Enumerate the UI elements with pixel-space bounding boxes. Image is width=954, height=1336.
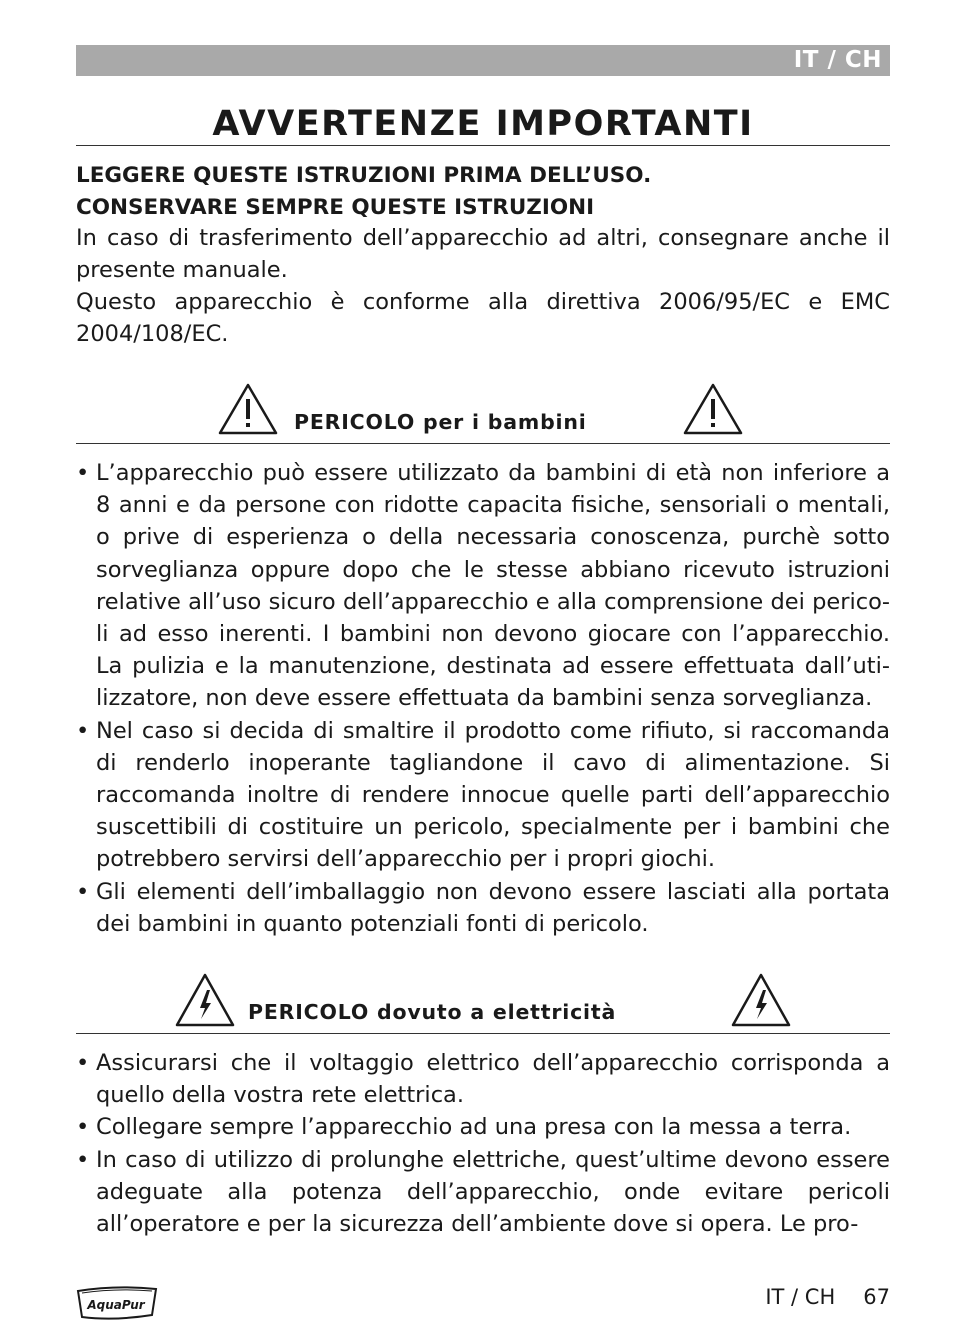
title-divider [76,145,890,146]
section-heading-children [76,380,890,442]
list-item: • Nel caso si decida di smaltire il prodotto come rifiuto, si raccomanda di renderlo inoperante tagliandone il cavo di alimentazione. Si raccomanda inoltre di rendere innocue quelle parti dell’apparecchio suscettibili di costituire un pericolo, specialmente per i bambini che potrebbero servirsi dell’apparecchio per i propri giochi. [76,715,890,876]
intro-text [76,222,890,350]
electric-hazard-icon [730,972,792,1028]
intro-heading-line2: CONSERVARE SEMPRE QUESTE ISTRUZIONI [76,195,595,220]
list-item: • Assicurarsi che il voltaggio elettrico dell’apparecchio corrisponda a quello della vostra rete elettrica. [76,1047,890,1111]
intro-heading-line1: LEGGERE QUESTE ISTRUZIONI PRIMA DELL’USO. [76,163,652,188]
children-hazard-list [76,457,890,940]
section-heading-label: PERICOLO dovuto a elettricità [248,1000,617,1024]
list-item: • Gli elementi dell’imballaggio non devono essere lasciati alla portata dei bambini in quanto potenziali fonti di pericolo. [76,876,890,940]
page-footer [765,1285,890,1309]
page-title: AVVERTENZE IMPORTANTI [212,104,754,144]
warning-triangle-icon [682,382,744,436]
list-item: • Collegare sempre l’apparecchio ad una presa con la messa a terra. [76,1111,890,1143]
page-number: 67 [863,1285,890,1309]
section-heading-electric [76,970,890,1032]
list-item: • In caso di utilizzo di prolunghe elettriche, quest’ultime devono essere adeguate alla potenza dell’apparecchio, onde evitare pericoli all’operatore e per la sicurezza dell’ambiente dove si opera. Le pro- [76,1144,890,1241]
logo-text: AquaPur [87,1298,145,1312]
electric-hazard-list [76,1047,890,1240]
intro-heading [76,160,890,224]
list-item: • L’apparecchio può essere utilizzato da bambini di età non inferiore a 8 anni e da persone con ridotte capacita fisiche, sensoriali o mentali, o prive di esperienza o della necessaria conoscenza, purchè sotto sorveglianza oppure dopo che le stesse abbiano ricevuto istruzioni relative all’uso sicuro dell’apparecchio e alla comprensione dei pericoli ad esso inerenti. I bambini non devono giocare con l’apparecchio. La pulizia e la manutenzione, destinata ad essere effettuata dall’utilizzatore, non deve essere effettuata da bambini senza sorveglianza. [76,457,890,715]
warning-triangle-icon [217,382,279,436]
section-divider [76,1033,890,1034]
language-header-bar [76,45,890,76]
intro-paragraph: In caso di trasferimento dell’apparecchio ad altri, consegnare anche il presente manuale. [76,225,890,283]
intro-paragraph: Questo apparecchio è conforme alla direttiva 2006/95/EC e EMC 2004/108/EC. [76,289,890,347]
footer-language-code: IT / CH [765,1285,836,1309]
language-code: IT / CH [793,47,882,73]
electric-hazard-icon [174,972,236,1028]
aquapur-logo [76,1285,158,1321]
manual-page [76,0,890,1336]
section-divider [76,443,890,444]
section-heading-label: PERICOLO per i bambini [294,410,587,434]
